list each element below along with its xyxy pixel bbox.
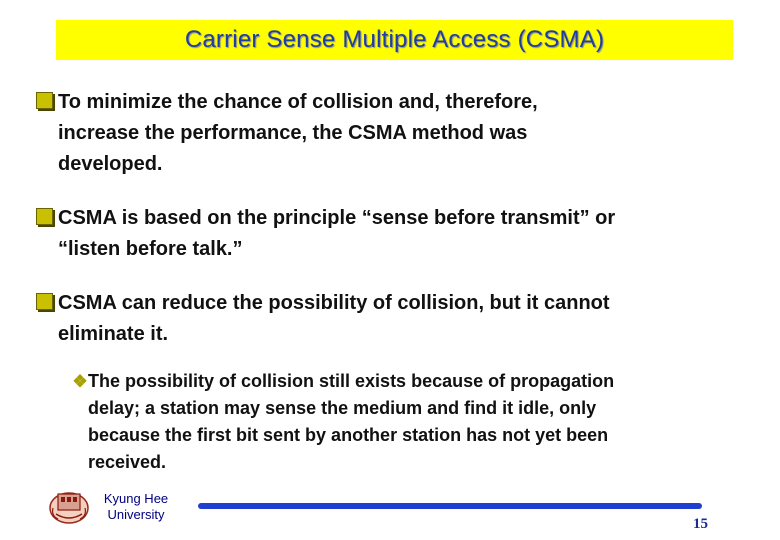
footer-divider <box>198 503 702 509</box>
bullet-item-2 <box>36 203 615 265</box>
square-bullet-icon <box>36 208 53 225</box>
title-bar <box>56 20 733 60</box>
slide-title: Carrier Sense Multiple Access (CSMA) <box>184 26 605 53</box>
university-name-line-2: University <box>107 507 165 522</box>
sub-bullet-line-2: delay; a station may sense the medium and find it idle, only <box>88 398 597 418</box>
square-bullet-icon <box>36 293 53 310</box>
university-seal-icon <box>48 486 90 526</box>
bullet-3-line-2: eliminate it. <box>58 323 169 345</box>
square-bullet-icon <box>36 92 53 109</box>
bullet-1-line-2: increase the performance, the CSMA method was <box>58 122 528 144</box>
sub-bullet-line-4: received. <box>88 452 167 472</box>
bullet-item-1 <box>36 87 538 180</box>
university-name-line-1: Kyung Hee <box>103 491 169 506</box>
diamond-bullet-icon: ❖ <box>72 372 88 391</box>
page-number: 15 <box>693 516 708 532</box>
bullet-3-line-1: CSMA can reduce the possibility of collision, but it cannot <box>58 292 610 314</box>
sub-bullet-line-1: The possibility of collision still exists because of propagation <box>88 371 615 391</box>
bullet-2-line-1: CSMA is based on the principle “sense before transmit” or <box>58 207 616 229</box>
bullet-2-line-2: “listen before talk.” <box>58 238 243 260</box>
bullet-item-3 <box>36 288 610 350</box>
sub-bullet-line-3: because the first bit sent by another station has not yet been <box>88 425 609 445</box>
university-name <box>96 491 176 523</box>
bullet-1-line-1: To minimize the chance of collision and, therefore, <box>58 91 538 113</box>
bullet-1-line-3: developed. <box>58 153 163 175</box>
sub-bullet-item <box>72 368 614 476</box>
